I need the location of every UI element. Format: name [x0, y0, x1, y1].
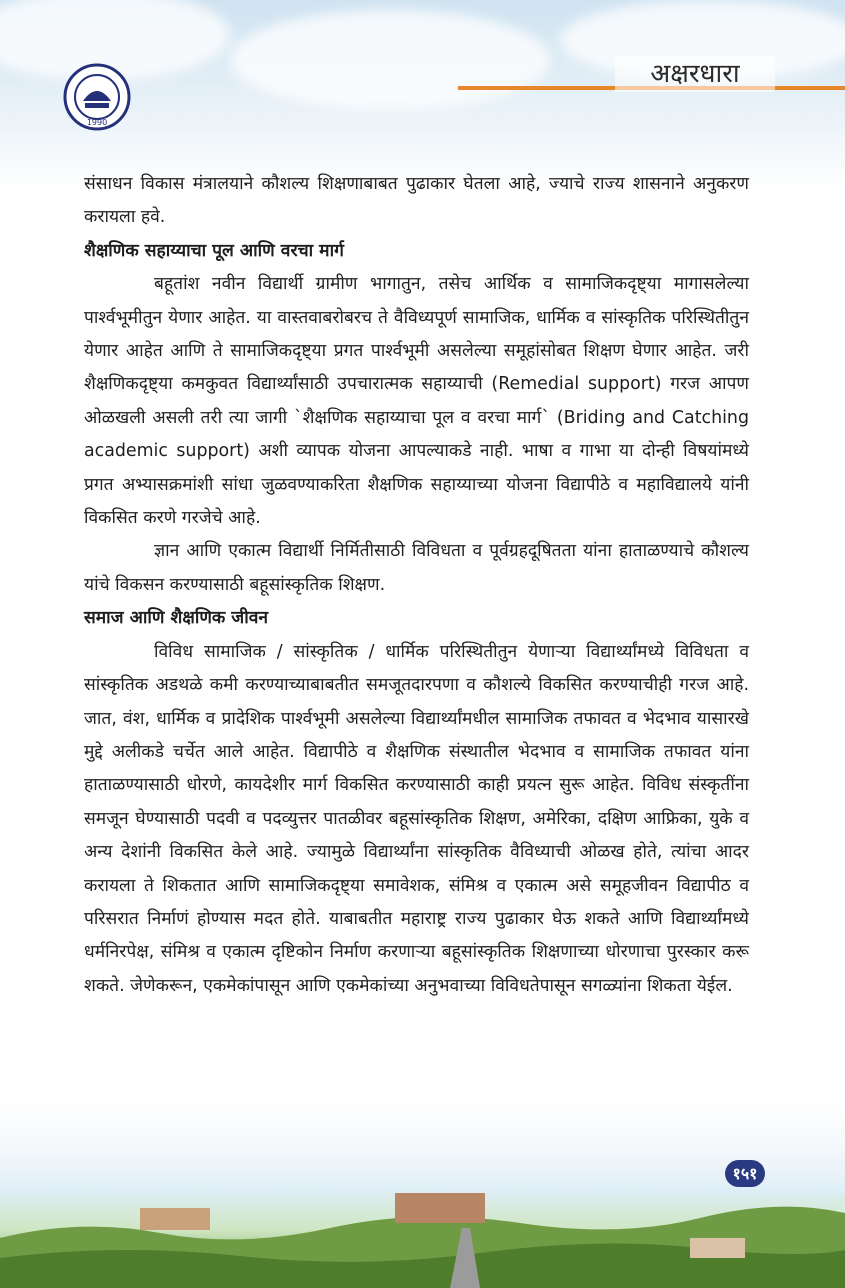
logo-year: 1990 [86, 118, 108, 127]
page-body [84, 168, 749, 1003]
cloud-decoration [230, 10, 550, 110]
paragraph: विविध सामाजिक / सांस्कृतिक / धार्मिक परिस्थितीतुन येणाऱ्या विद्यार्थ्यांमध्ये विविधता व सांस्कृतिक अडथळे कमी करण्याच्याबाबतीत समजूतदारपणा व कौशल्ये विकसित करण्याचीही गरज आहे. जात, वंश, धार्मिक व प्रादेशिक पार्श्वभूमी असलेल्या विद्यार्थ्यांमधील सामाजिक तफावत व भेदभाव यासारखे मुद्दे अलीकडे चर्चेत आले आहेत. विद्यापीठे व शैक्षणिक संस्थातील भेदभाव व सामाजिक तफावत यांना हाताळण्यासाठी धोरणे, कायदेशीर मार्ग विकसित करण्यासाठी काही प्रयत्न सुरू आहेत. विविध संस्कृतींना समजून घेण्यासाठी पदवी व पदव्युत्तर पातळीवर बहूसांस्कृतिक शिक्षण, अमेरिका, दक्षिण आफ्रिका, युके व अन्य देशांनी विकसित केले आहे. ज्यामुळे विद्यार्थ्यांना सांस्कृतिक वैविध्याची ओळख होते, त्यांचा आदर करायला ते शिकतात आणि सामाजिकदृष्ट्या समावेशक, संमिश्र व एकात्म असे समूहजीवन विद्यापीठ व परिसरात निर्माणं होण्यास मदत होते. याबाबतीत महाराष्ट्र राज्य पुढाकार घेऊ शकते आणि विद्यार्थ्यांमध्ये धर्मनिरपेक्ष, संमिश्र व एकात्म दृष्टिकोन निर्माण करणाऱ्या बहूसांस्कृतिक शिक्षणाच्या धोरणाचा पुरस्कार करू शकते. जेणेकरून, एकमेकांपासून आणि एकमेकांच्या अनुभवाच्या विविधतेपासून सगळ्यांना शिकता येईल. [84, 641, 750, 996]
page-number-badge: १५१ [725, 1160, 765, 1187]
header-title: अक्षरधारा [615, 56, 775, 92]
paragraph: संसाधन विकास मंत्रालयाने कौशल्य शिक्षणाबाबत पुढाकार घेतला आहे, ज्याचे राज्य शासनाने अनुकरण करायला हवे. [84, 174, 749, 228]
university-logo [63, 63, 131, 131]
section-heading: समाज आणि शैक्षणिक जीवन [84, 608, 269, 629]
paragraph: बहूतांश नवीन विद्यार्थी ग्रामीण भागातुन, तसेच आर्थिक व सामाजिकदृष्ट्या मागासलेल्या पार्श्वभूमीतुन येणार आहेत. या वास्तवाबरोबरच ते वैविध्यपूर्ण सामाजिक, धार्मिक व सांस्कृतिक परिस्थितीतुन येणार आहेत आणि ते सामाजिकदृष्ट्या प्रगत पार्श्वभूमी असलेल्या समूहांसोबत शिक्षण घेणार आहेत. जरी शैक्षणिकदृष्ट्या कमकुवत विद्यार्थ्यांसाठी उपचारात्मक सहाय्याची (Remedial support) गरज आपण ओळखली असली तरी त्या जागी `शैक्षणिक सहाय्याचा पूल व वरचा मार्ग` (Briding and Catching academic support) अशी व्यापक योजना आपल्याकडे नाही. भाषा व गाभा या दोन्ही विषयांमध्ये प्रगत अभ्यासक्रमांशी सांधा जुळवण्याकरिता शैक्षणिक सहाय्याच्या योजना विद्यापीठे व महाविद्यालये यांनी विकसित करणे गरजेचे आहे. [84, 274, 749, 529]
paragraph: ज्ञान आणि एकात्म विद्यार्थी निर्मितीसाठी विविधता व पूर्वग्रहदूषितता यांना हाताळण्याचे कौशल्य यांचे विकसन करण्यासाठी बहूसांस्कृतिक शिक्षण. [84, 541, 749, 595]
section-heading: शैक्षणिक सहाय्याचा पूल आणि वरचा मार्ग [84, 240, 344, 261]
campus-landscape-illustration [0, 1178, 845, 1288]
